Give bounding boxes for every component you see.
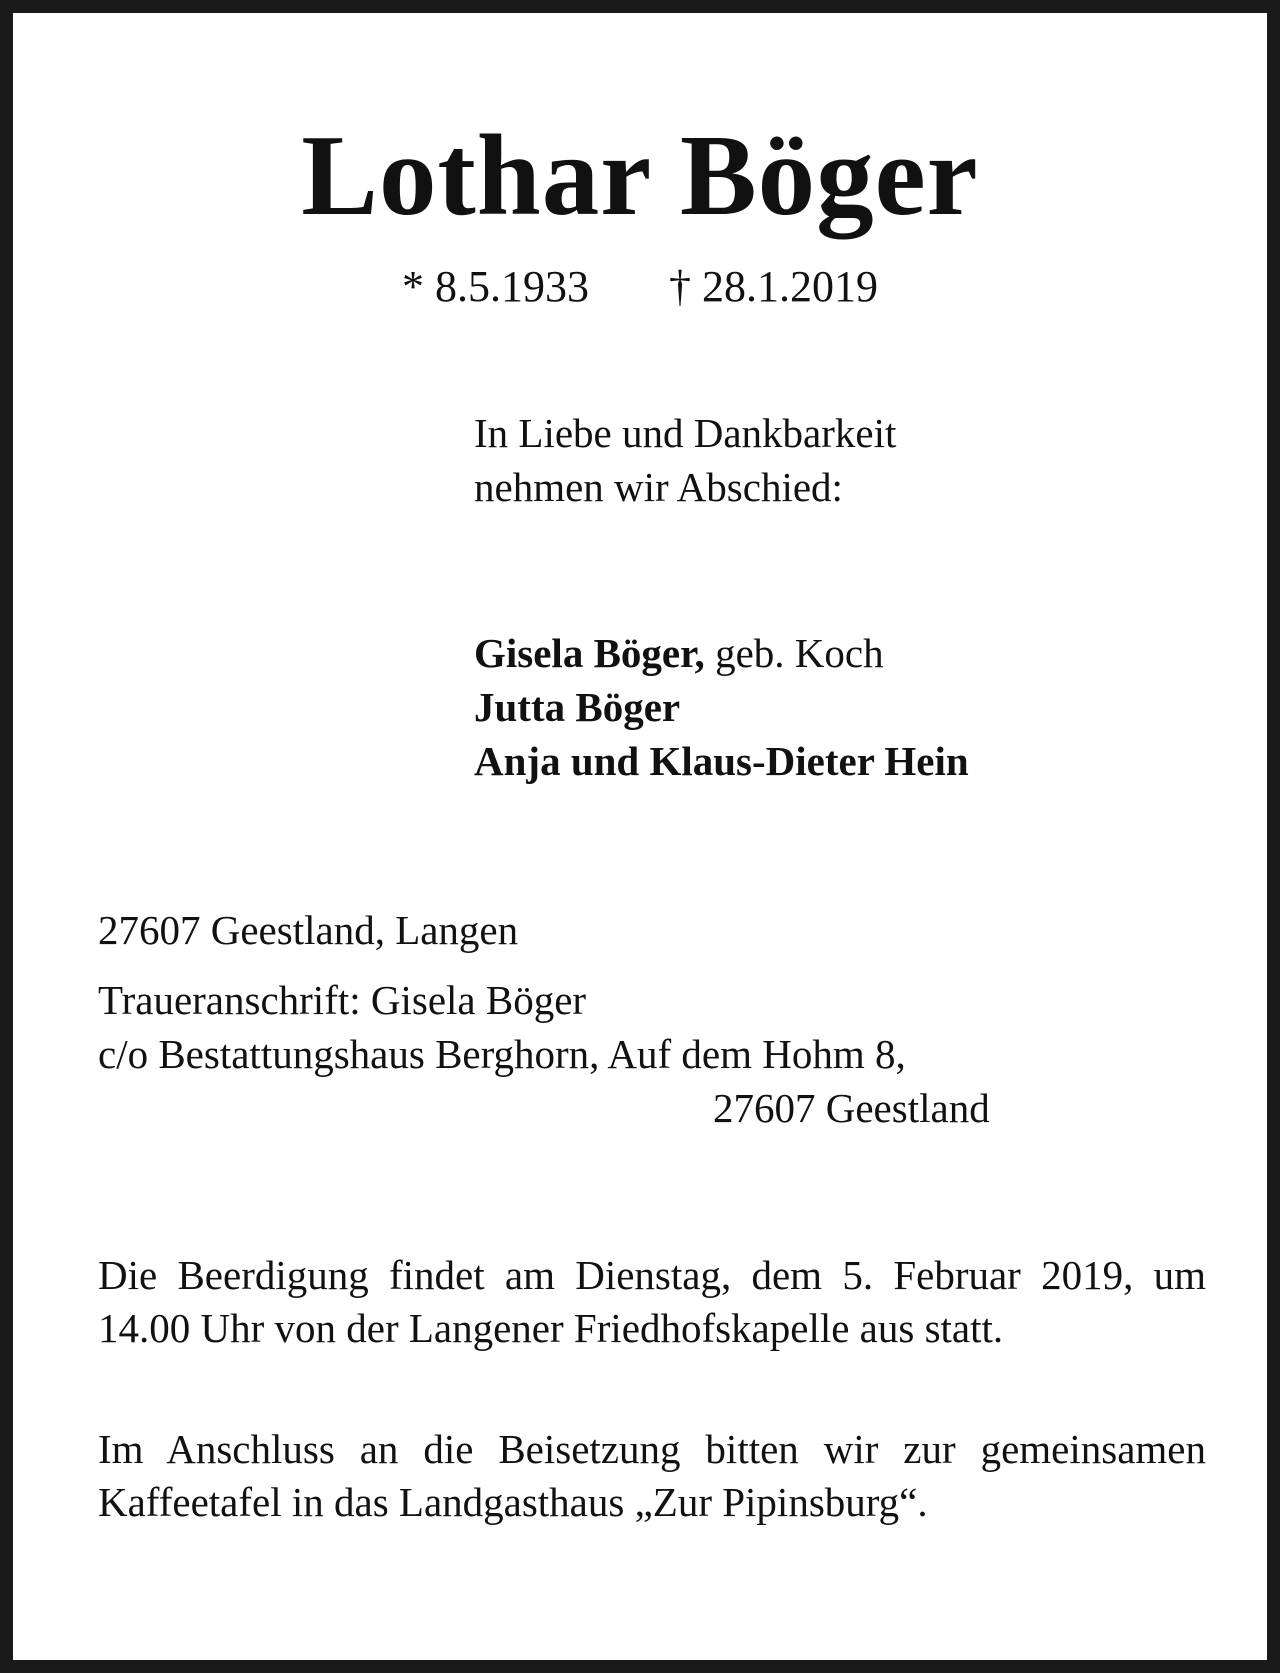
life-dates (13, 263, 1267, 311)
farewell-line-1: In Liebe und Dankbarkeit (474, 410, 897, 456)
farewell-text (474, 406, 896, 514)
address-line-3: 27607 Geestland (713, 1085, 990, 1131)
address-line-2: c/o Bestattungshaus Berghorn, Auf dem Hohm 8, (98, 1031, 906, 1077)
deceased-name: Lothar Böger (301, 112, 979, 239)
signer-1 (474, 626, 969, 680)
signer-1-maiden: geb. Koch (704, 630, 884, 676)
address-line-1: Traueranschrift: Gisela Böger (98, 977, 587, 1023)
place-line: 27607 Geestland, Langen (98, 907, 519, 953)
signer-1-name: Gisela Böger, (474, 630, 705, 676)
death-date: † 28.1.2019 (669, 262, 878, 311)
funeral-paragraph: Die Beerdigung findet am Dienstag, dem 5. Februar 2019, um 14.00 Uhr von der Langener Friedhofskapelle aus statt. (98, 1252, 1206, 1351)
signers-list (474, 626, 969, 788)
mourning-address (98, 973, 990, 1135)
signer-3: Anja und Klaus-Dieter Hein (474, 738, 969, 784)
signer-2: Jutta Böger (474, 684, 681, 730)
farewell-line-2: nehmen wir Abschied: (474, 464, 843, 510)
birth-date: * 8.5.1933 (402, 262, 589, 311)
reception-paragraph: Im Anschluss an die Beisetzung bitten wir zur gemeinsamen Kaffeetafel in das Landgasthaus „Zur Pipinsburg“. (98, 1426, 1206, 1525)
